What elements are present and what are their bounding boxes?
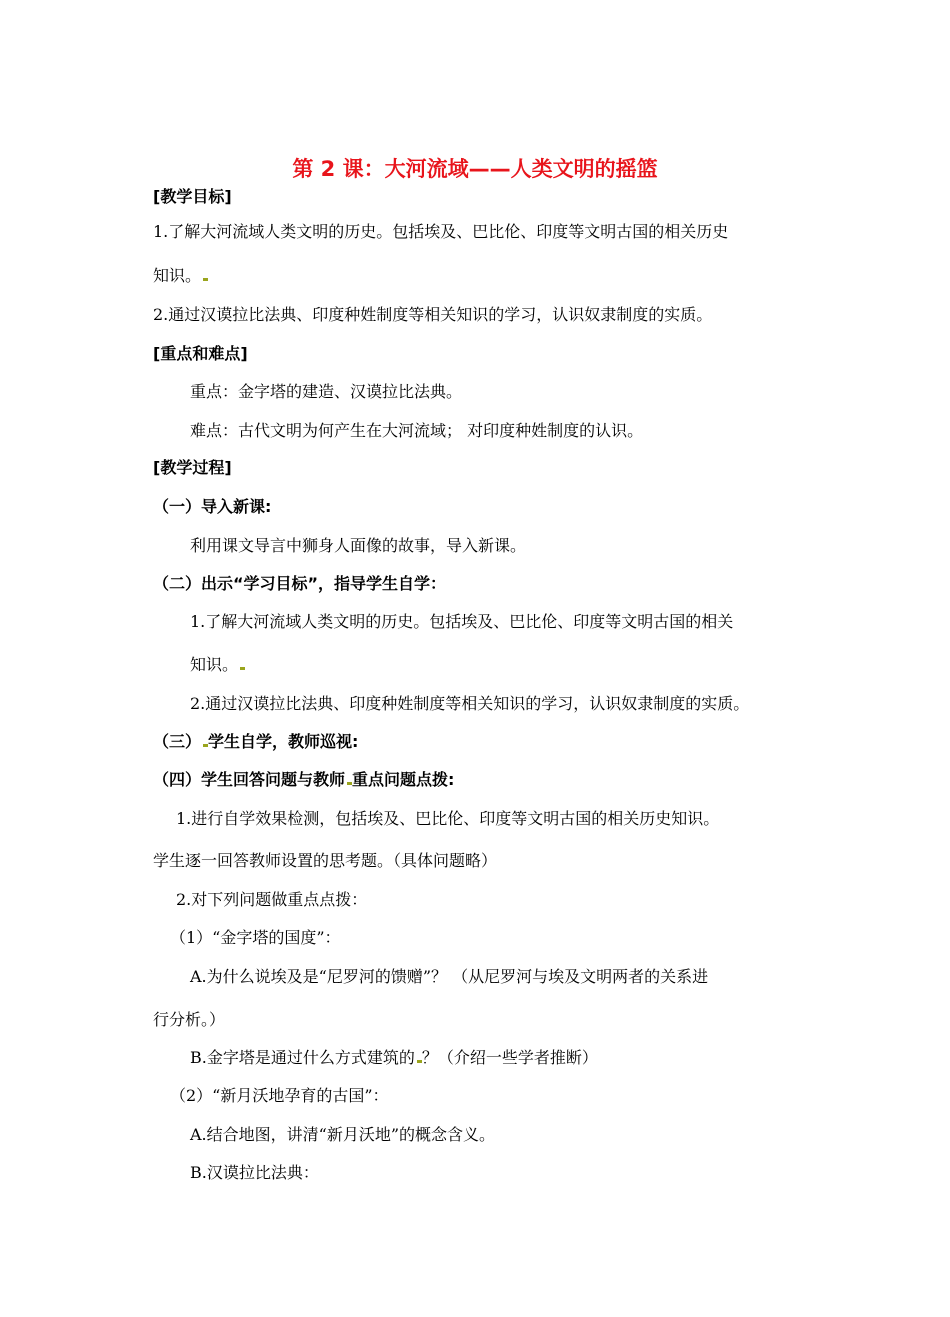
subsection-1-a-line-2: 行分析。）	[153, 1010, 226, 1029]
step-1-text: 利用课文导言中狮身人面像的故事，导入新课。	[190, 536, 527, 555]
objective-1-text: 知识。	[153, 266, 202, 285]
objective-2: 2.通过汉谟拉比法典、印度种姓制度等相关知识的学习，认识奴隶制度的实质。	[153, 305, 713, 324]
subsection-1-b-suffix: ？（介绍一些学者推断）	[421, 1048, 598, 1067]
step-2-item-1-text: 知识。	[190, 655, 239, 674]
document-title: 第 2 课：大河流域——人类文明的摇篮	[292, 157, 658, 181]
marker-icon	[203, 278, 208, 281]
step-3-text: 学生自学，教师巡视:	[208, 732, 359, 751]
step-3-heading	[153, 732, 358, 752]
subsection-2-a: A.结合地图，讲清“新月沃地”的概念含义。	[190, 1125, 496, 1144]
step-3-prefix: （三）	[153, 732, 202, 751]
key-point: 重点：金字塔的建造、汉谟拉比法典。	[190, 382, 463, 401]
subsection-1: （1）“金字塔的国度”：	[170, 928, 341, 947]
subsection-2: （2）“新月沃地孕育的古国”：	[170, 1086, 389, 1105]
marker-icon	[240, 667, 245, 670]
step-4-heading	[153, 770, 454, 790]
subsection-1-b-prefix: B.金字塔是通过什么方式建筑的	[190, 1048, 415, 1067]
objective-1-line-1: 1.了解大河流域人类文明的历史。包括埃及、巴比伦、印度等文明古国的相关历史	[153, 222, 729, 241]
step-4-item-1-continued: 学生逐一回答教师设置的思考题。（具体问题略）	[153, 851, 498, 870]
step-4-text: 重点问题点拨:	[352, 770, 455, 789]
step-2-heading: （二）出示“学习目标”，指导学生自学：	[153, 574, 447, 593]
step-2-item-2: 2.通过汉谟拉比法典、印度种姓制度等相关知识的学习，认识奴隶制度的实质。	[190, 694, 750, 713]
heading-key-points: [重点和难点]	[153, 344, 248, 363]
subsection-1-a-line-1: A.为什么说埃及是“尼罗河的馈赠”？ （从尼罗河与埃及文明两者的关系进	[190, 967, 709, 986]
subsection-1-b	[190, 1048, 598, 1068]
step-2-item-1-line-1: 1.了解大河流域人类文明的历史。包括埃及、巴比伦、印度等文明古国的相关	[190, 612, 734, 631]
step-1-heading: （一）导入新课:	[153, 497, 272, 516]
step-4-prefix: （四）学生回答问题与教师	[153, 770, 346, 789]
heading-objectives: [教学目标]	[153, 187, 232, 206]
step-4-item-2: 2.对下列问题做重点点拨：	[176, 890, 368, 909]
step-4-item-1: 1.进行自学效果检测，包括埃及、巴比伦、印度等文明古国的相关历史知识。	[176, 809, 720, 828]
objective-1-line-2	[153, 266, 208, 286]
difficulty: 难点：古代文明为何产生在大河流域； 对印度种姓制度的认识。	[190, 421, 644, 440]
heading-process: [教学过程]	[153, 458, 232, 477]
subsection-2-b: B.汉谟拉比法典：	[190, 1163, 319, 1182]
step-2-item-1-line-2	[190, 655, 245, 675]
